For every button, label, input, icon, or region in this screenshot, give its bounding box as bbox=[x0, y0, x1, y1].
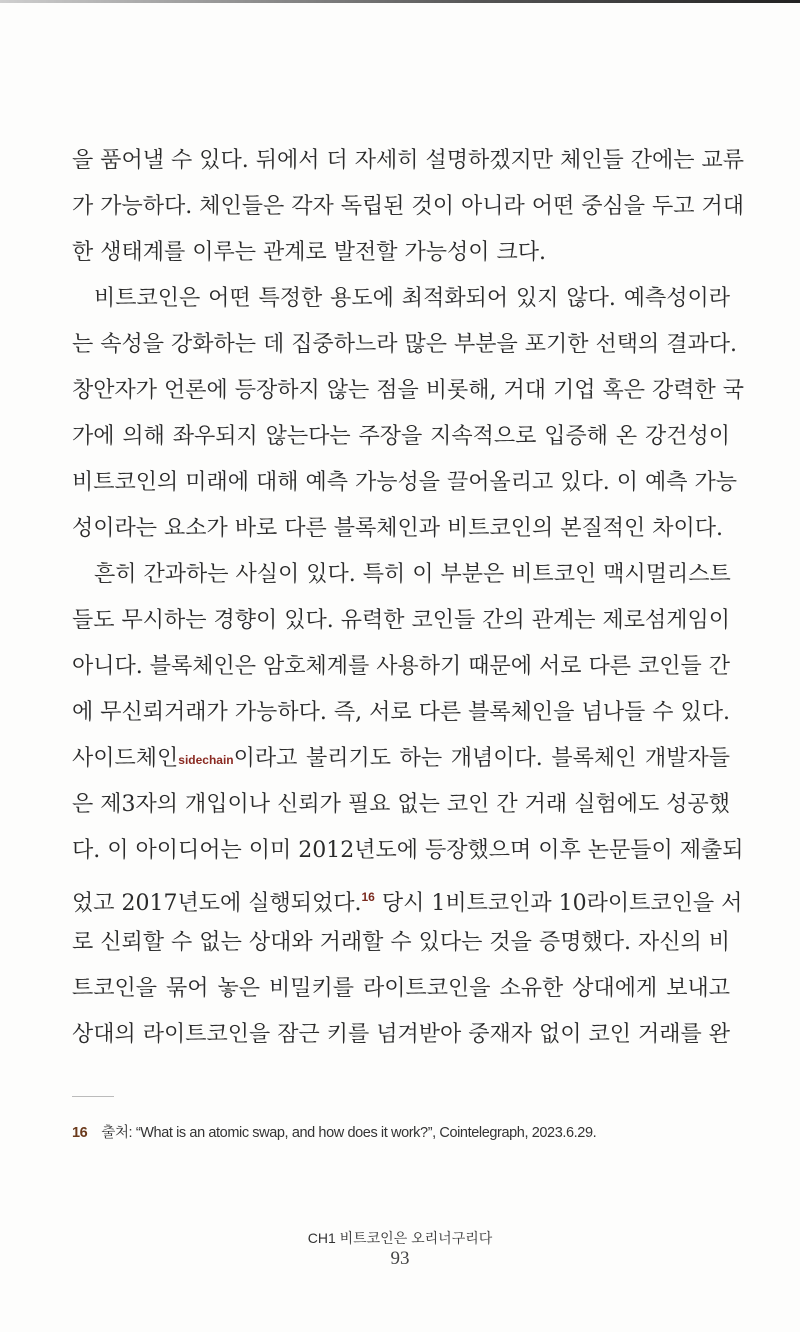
text-line: 가에 의해 좌우되지 않는다는 주장을 지속적으로 입증해 온 강건성이 bbox=[72, 424, 730, 449]
text-line: 가 가능하다. 체인들은 각자 독립된 것이 아니라 어떤 중심을 두고 거대 bbox=[72, 194, 744, 219]
text-segment: 이라고 불리기도 하는 개념이다. 블록체인 개발자들 bbox=[233, 746, 730, 771]
text-line: 비트코인의 미래에 대해 예측 가능성을 끌어올리고 있다. 이 예측 가능 bbox=[72, 470, 737, 495]
text-segment: 당시 1비트코인과 10라이트코인을 서 bbox=[374, 891, 743, 916]
text-segment: 사이드체인 bbox=[72, 746, 179, 771]
text-line: 아니다. 블록체인은 암호체계를 사용하기 때문에 서로 다른 코인들 간 bbox=[72, 654, 730, 679]
footnote-reference[interactable]: 16 bbox=[361, 890, 375, 904]
page-top-edge bbox=[0, 0, 800, 3]
text-line: 비트코인은 어떤 특정한 용도에 최적화되어 있지 않다. 예측성이라 bbox=[94, 286, 730, 311]
text-line: 창안자가 언론에 등장하지 않는 점을 비롯해, 거대 기업 혹은 강력한 국 bbox=[72, 378, 744, 403]
running-title: CH1 비트코인은 오리너구리다 bbox=[307, 1230, 493, 1246]
text-segment: 었고 2017년도에 실행되었다. bbox=[72, 891, 362, 916]
page-number: 93 bbox=[390, 1248, 410, 1269]
english-gloss: sidechain bbox=[178, 753, 234, 767]
body-text bbox=[72, 138, 744, 1058]
text-line: 는 속성을 강화하는 데 집중하느라 많은 부분을 포기한 선택의 결과다. bbox=[72, 332, 737, 357]
text-line: 한 생태계를 이루는 관계로 발전할 가능성이 크다. bbox=[72, 240, 546, 265]
text-line: 상대의 라이트코인을 잠근 키를 넘겨받아 중재자 없이 코인 거래를 완 bbox=[72, 1022, 730, 1047]
text-line bbox=[72, 874, 743, 920]
text-line: 다. 이 아이디어는 이미 2012년도에 등장했으며 이후 논문들이 제출되 bbox=[72, 838, 744, 863]
text-line: 성이라는 요소가 바로 다른 블록체인과 비트코인의 본질적인 차이다. bbox=[72, 516, 724, 541]
text-line bbox=[72, 736, 730, 782]
footnote-separator bbox=[72, 1096, 114, 1097]
text-line: 트코인을 묶어 놓은 비밀키를 라이트코인을 소유한 상대에게 보내고 bbox=[72, 976, 730, 1001]
text-line: 로 신뢰할 수 없는 상대와 거래할 수 있다는 것을 증명했다. 자신의 비 bbox=[72, 930, 730, 955]
text-line: 에 무신뢰거래가 가능하다. 즉, 서로 다른 블록체인을 넘나들 수 있다. bbox=[72, 700, 730, 725]
text-line: 흔히 간과하는 사실이 있다. 특히 이 부분은 비트코인 맥시멀리스트 bbox=[94, 562, 731, 587]
footnote bbox=[72, 1121, 596, 1142]
footnote-text: 출처: “What is an atomic swap, and how does it work?”, Cointelegraph, 2023.6.29. bbox=[101, 1125, 597, 1141]
text-line: 들도 무시하는 경향이 있다. 유력한 코인들 간의 관계는 제로섬게임이 bbox=[72, 608, 730, 633]
footnote-number: 16 bbox=[72, 1125, 88, 1141]
text-line: 은 제3자의 개입이나 신뢰가 필요 없는 코인 간 거래 실험에도 성공했 bbox=[72, 792, 730, 817]
text-line: 을 품어낼 수 있다. 뒤에서 더 자세히 설명하겠지만 체인들 간에는 교류 bbox=[72, 148, 744, 173]
